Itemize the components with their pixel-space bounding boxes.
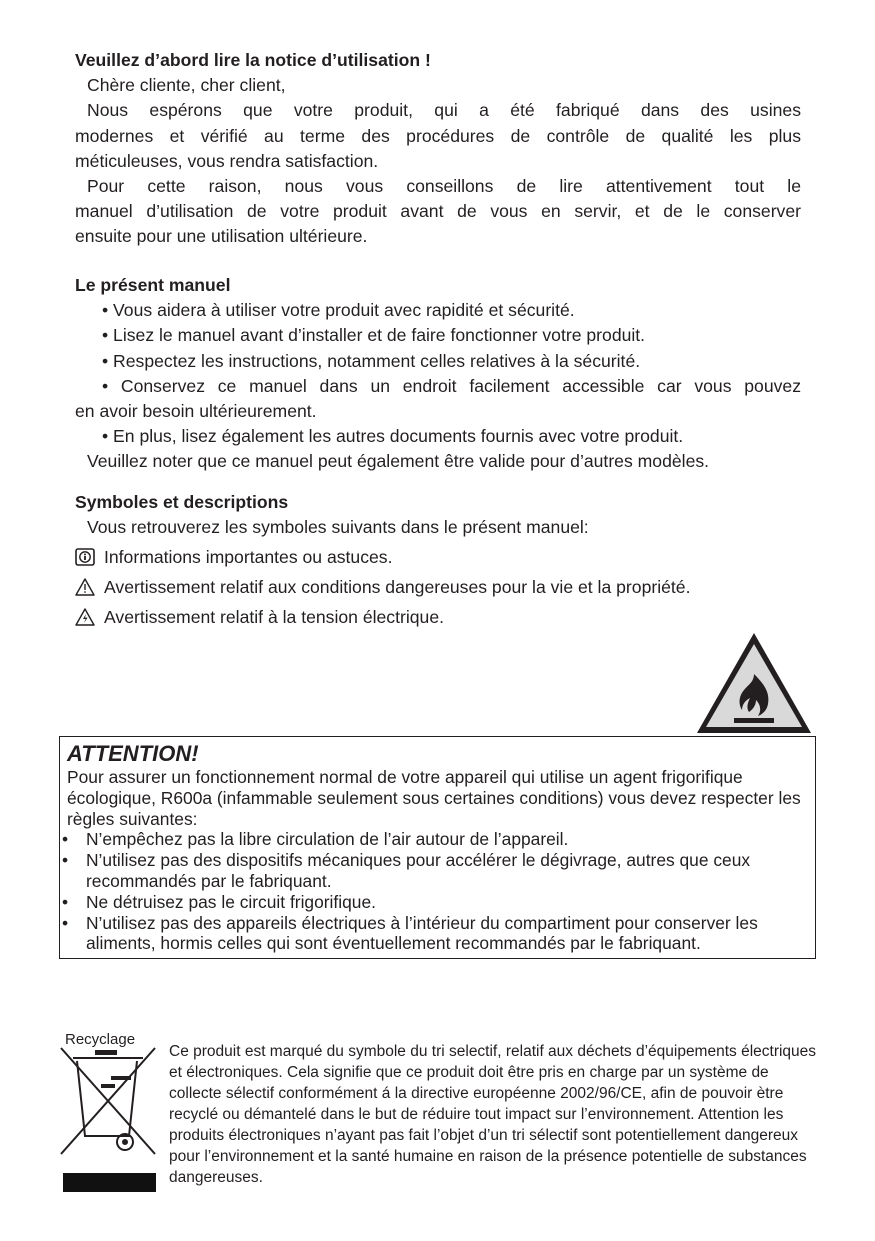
symbols-heading: Symboles et descriptions [75, 492, 289, 512]
info-icon [75, 548, 95, 566]
symbol-row-electric [75, 602, 801, 632]
attention-box [59, 736, 816, 959]
intro-heading: Veuillez d’abord lire la notice d’utilisation ! [75, 50, 431, 70]
manual-bullet-continuation: en avoir besoin ultérieurement. [75, 401, 317, 422]
symbol-row-info [75, 542, 801, 572]
intro-para1-line1: Nous espérons que votre produit, qui a été fabriqué dans des usines [87, 100, 801, 121]
recycling-bar [63, 1173, 156, 1192]
intro-para2-line1: Pour cette raison, nous vous conseillons de lire attentivement tout le [87, 176, 801, 197]
symbol-text-electric: Avertissement relatif à la tension électrique. [104, 607, 444, 628]
symbol-text-info: Informations importantes ou astuces. [104, 547, 393, 568]
manual-note: Veuillez noter que ce manuel peut également être valide pour d’autres modèles. [87, 451, 710, 472]
manual-heading: Le présent manuel [75, 275, 231, 295]
manual-bullet: • Vous aidera à utiliser votre produit avec rapidité et sécurité. [102, 300, 575, 321]
manual-bullet: • Respectez les instructions, notamment celles relatives à la sécurité. [102, 350, 641, 371]
recycling-label: Recyclage [65, 1031, 136, 1048]
attention-item: • Ne détruisez pas le circuit frigorifique. [62, 892, 812, 913]
crossed-bin-icon [55, 1046, 161, 1156]
symbols-section [75, 490, 801, 632]
attention-list [62, 829, 812, 954]
warning-triangle-icon [75, 578, 95, 596]
intro-para2-line3: ensuite pour une utilisation ultérieure. [75, 226, 368, 247]
recycling-text: Ce produit est marqué du symbole du tri selectif, relatif aux déchets d’équipements électriques et électroniques. Cela signifie que ce produit doit être pris en charge par un système de collecte sélectif conformément á la directive européenne 2002/96/CE, afin de pouvoir ètre recyclé ou démantelé dans le but de réduire tout impact sur l’environnement. Attention les produits électroniques n’ayant pas fait l’objet d’un tri sélectif sont potentiellement dangereux pour l’environnement et la santé humaine en raison de la présence potentielle de substances dangereuses. [169, 1043, 817, 1186]
manual-section [75, 273, 801, 475]
greeting: Chère cliente, cher client, [87, 75, 286, 96]
attention-item: • N’utilisez pas des dispositifs mécaniques pour accélérer le dégivrage, autres que ceux recommandés par le fabriquant. [62, 850, 812, 892]
symbols-intro: Vous retrouverez les symboles suivants dans le présent manuel: [87, 517, 589, 538]
intro-para1-line2: modernes et vérifié au terme des procédures de contrôle de qualité les plus [75, 125, 801, 146]
intro-para2-line2: manuel d’utilisation de votre produit avant de vous en servir, et de le conserver [75, 201, 801, 222]
attention-paragraph: Pour assurer un fonctionnement normal de votre appareil qui utilise un agent frigorifique écologique, R600a (infammable seulement sous certaines conditions) vous devez respecter les règles suivantes: [67, 767, 801, 829]
symbol-text-warning: Avertissement relatif aux conditions dangereuses pour la vie et la propriété. [104, 577, 691, 598]
manual-bullet: • En plus, lisez également les autres documents fournis avec votre produit. [102, 426, 684, 447]
attention-item: • N’utilisez pas des appareils électriques à l’intérieur du compartiment pour conserver les aliments, hormis celles qui sont éventuellement recommandés par le fabriquant. [62, 913, 812, 955]
flammable-warning-icon [694, 630, 814, 736]
electric-warning-icon [75, 608, 95, 626]
intro-para1-line3: méticuleuses, vous rendra satisfaction. [75, 150, 379, 171]
intro-section [75, 48, 801, 250]
manual-bullet: • Conservez ce manuel dans un endroit facilement accessible car vous pouvez [102, 375, 801, 396]
symbol-row-warning [75, 572, 801, 602]
manual-bullet: • Lisez le manuel avant d’installer et de faire fonctionner votre produit. [102, 325, 646, 346]
attention-item: • N’empêchez pas la libre circulation de l’air autour de l’appareil. [62, 829, 812, 850]
attention-title: ATTENTION! [67, 741, 199, 766]
